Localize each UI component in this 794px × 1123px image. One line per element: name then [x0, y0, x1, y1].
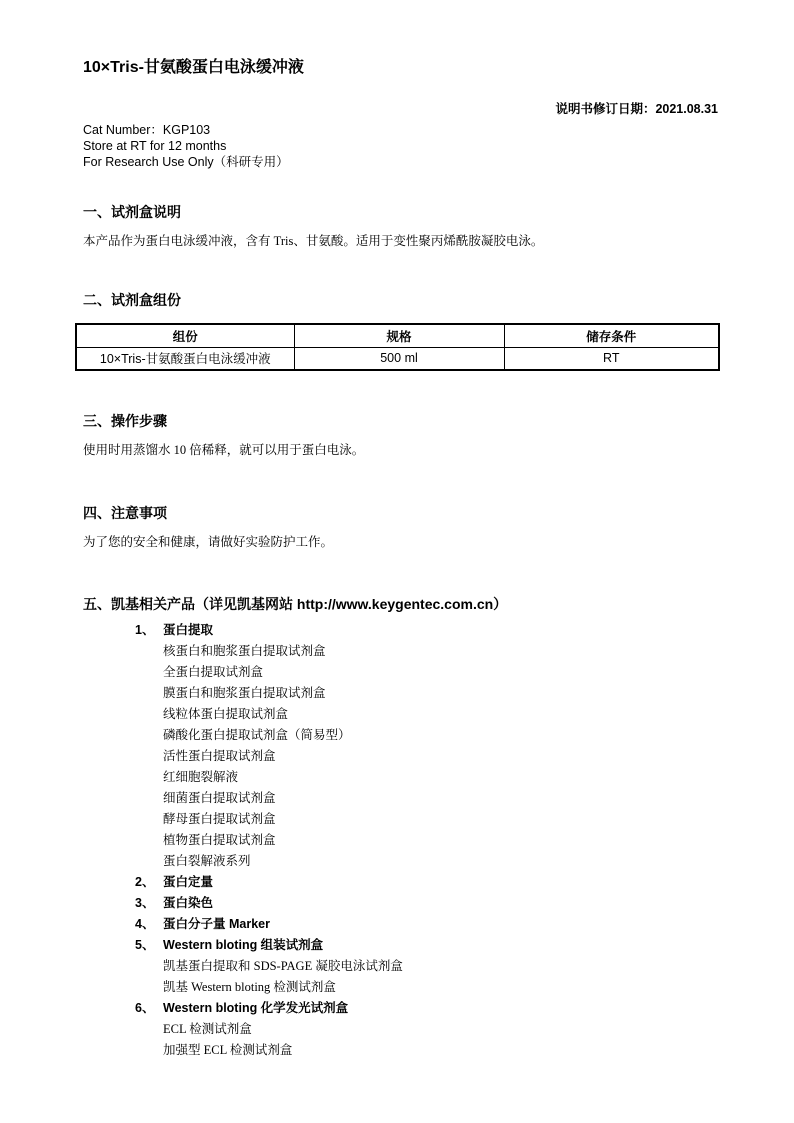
related-products-list	[83, 620, 718, 1061]
list-item: 凯基 Western bloting 检测试剂盒	[163, 980, 336, 994]
product-category-title: 蛋白分子量 Marker	[163, 917, 270, 931]
components-table	[75, 323, 720, 371]
list-item: 细菌蛋白提取试剂盒	[163, 791, 276, 805]
list-item: 磷酸化蛋白提取试剂盒（简易型）	[163, 728, 351, 742]
notes-text: 为了您的安全和健康，请做好实验防护工作。	[83, 535, 334, 549]
table-header-component: 组份	[76, 324, 294, 347]
list-item: 膜蛋白和胞浆蛋白提取试剂盒	[163, 686, 326, 700]
product-category-title: 蛋白定量	[163, 875, 214, 889]
list-item: 植物蛋白提取试剂盒	[163, 833, 276, 847]
revision-date: 说明书修订日期：2021.08.31	[555, 102, 718, 116]
table-cell-storage: RT	[504, 347, 719, 370]
product-category-number: 6、	[135, 1001, 155, 1015]
section-heading-kit-description: 一、试剂盒说明	[83, 204, 181, 220]
product-category-number: 1、	[135, 623, 155, 637]
table-cell-spec: 500 ml	[294, 347, 504, 370]
section-heading-notes: 四、注意事项	[83, 505, 167, 521]
procedure-text: 使用时用蒸馏水 10 倍稀释，就可以用于蛋白电泳。	[83, 443, 365, 457]
product-category-title: Western bloting 化学发光试剂盒	[163, 1001, 349, 1015]
kit-description-text: 本产品作为蛋白电泳缓冲液，含有 Tris、甘氨酸。适用于变性聚丙烯酰胺凝胶电泳。	[83, 234, 544, 248]
product-category-western-blotting-assembly	[83, 935, 718, 956]
list-item: 红细胞裂解液	[163, 770, 239, 784]
list-item: ECL 检测试剂盒	[163, 1022, 252, 1036]
section-heading-kit-components: 二、试剂盒组份	[83, 292, 181, 308]
list-item: 加强型 ECL 检测试剂盒	[163, 1043, 293, 1057]
product-category-western-blotting-chemiluminescence	[83, 998, 718, 1019]
cat-number-line: Cat Number：KGP103	[83, 123, 211, 137]
product-category-protein-marker	[83, 914, 718, 935]
storage-line: Store at RT for 12 months	[83, 139, 227, 153]
section-heading-procedure: 三、操作步骤	[83, 413, 167, 429]
product-category-number: 5、	[135, 938, 155, 952]
product-category-title: Western bloting 组装试剂盒	[163, 938, 324, 952]
table-header-row	[76, 324, 719, 347]
table-cell-component: 10×Tris-甘氨酸蛋白电泳缓冲液	[76, 347, 294, 370]
list-item: 线粒体蛋白提取试剂盒	[163, 707, 289, 721]
document-title: 10×Tris-甘氨酸蛋白电泳缓冲液	[83, 59, 304, 76]
product-category-number: 2、	[135, 875, 155, 889]
list-item: 凯基蛋白提取和 SDS-PAGE 凝胶电泳试剂盒	[163, 959, 403, 973]
product-category-number: 4、	[135, 917, 155, 931]
product-category-protein-extraction	[83, 620, 718, 641]
product-category-protein-staining	[83, 893, 718, 914]
product-category-title: 蛋白提取	[163, 623, 214, 637]
section-heading-related-products: 五、凯基相关产品（详见凯基网站 http://www.keygentec.com.cn）	[83, 596, 508, 612]
catalog-info	[83, 122, 718, 170]
product-category-title: 蛋白染色	[163, 896, 214, 910]
list-item: 酵母蛋白提取试剂盒	[163, 812, 276, 826]
list-item: 全蛋白提取试剂盒	[163, 665, 264, 679]
table-header-spec: 规格	[294, 324, 504, 347]
list-item: 核蛋白和胞浆蛋白提取试剂盒	[163, 644, 326, 658]
product-category-protein-quantification	[83, 872, 718, 893]
table-header-storage: 储存条件	[504, 324, 719, 347]
list-item: 活性蛋白提取试剂盒	[163, 749, 276, 763]
product-category-number: 3、	[135, 896, 155, 910]
research-use-line: For Research Use Only（科研专用）	[83, 155, 289, 169]
table-row	[76, 347, 719, 370]
list-item: 蛋白裂解液系列	[163, 854, 251, 868]
